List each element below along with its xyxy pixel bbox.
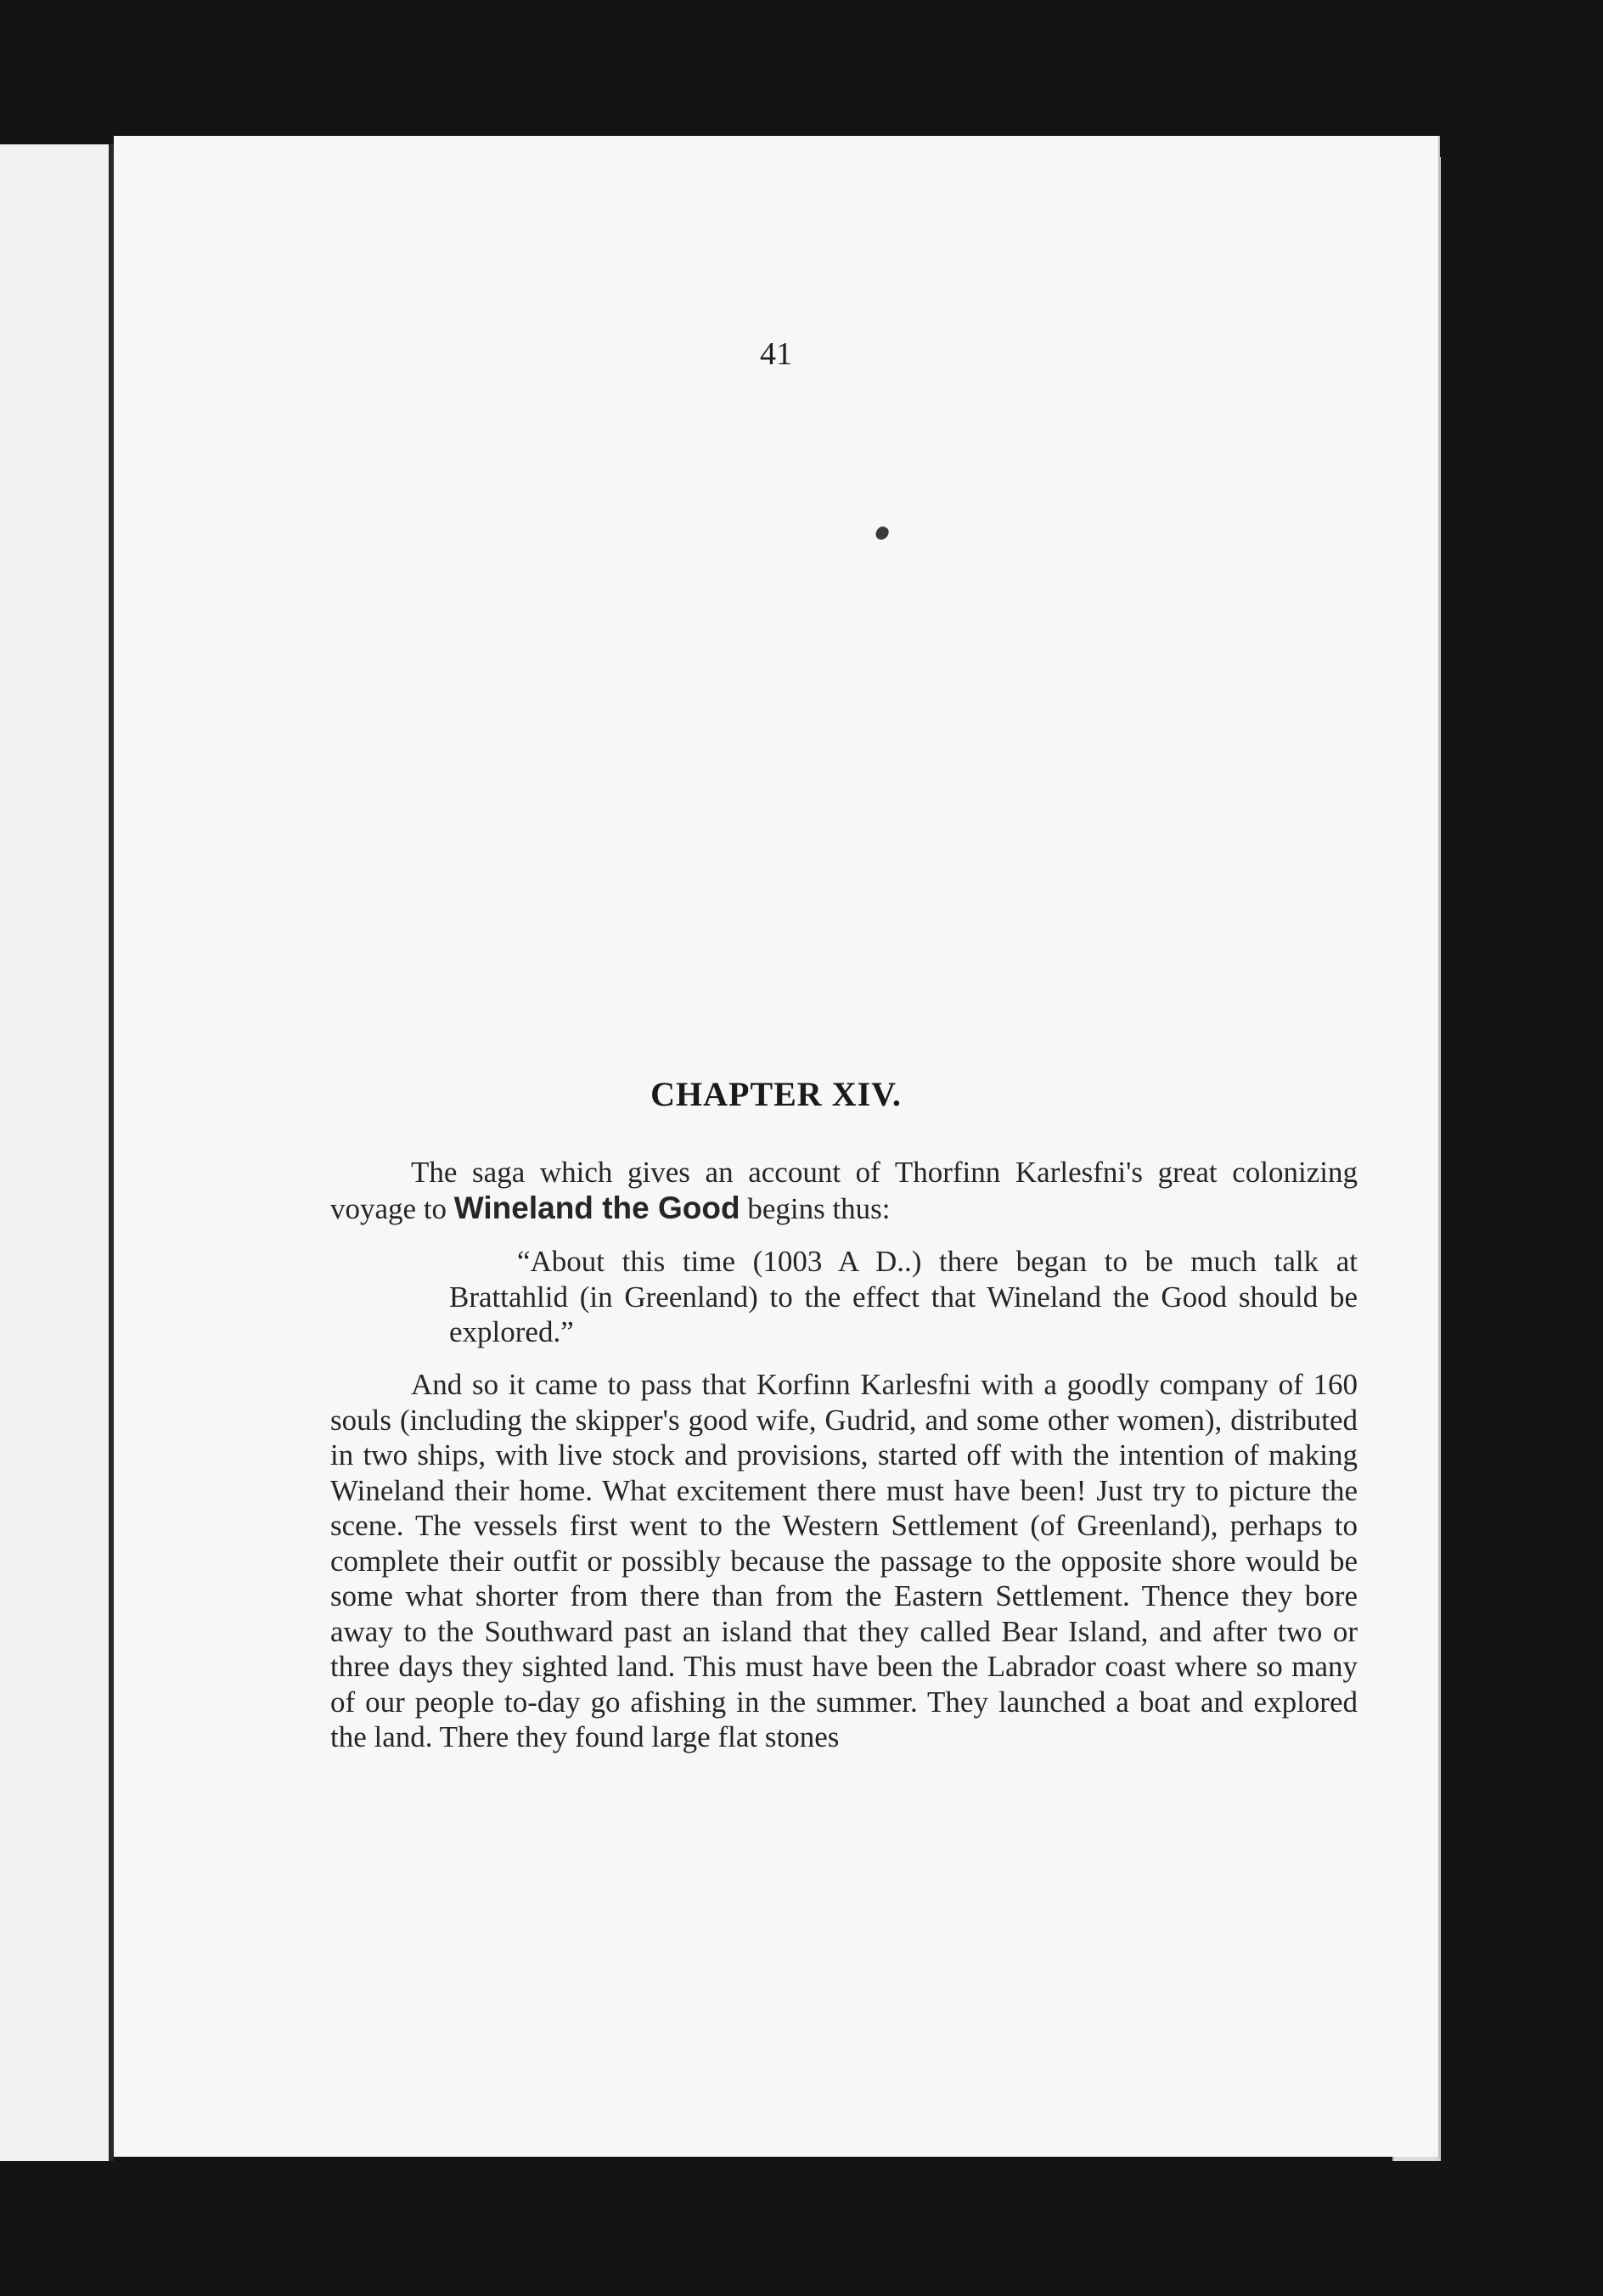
ink-spot <box>874 525 890 542</box>
book-page <box>114 136 1438 2157</box>
chapter-title: CHAPTER XIV. <box>650 1075 902 1113</box>
paragraph-text: The saga which gives an account of Thorfinn Karlesfni's great colonizing voyage to <box>330 1156 1358 1225</box>
facing-page <box>0 144 114 2161</box>
emphasized-phrase: Wineland the Good <box>453 1190 740 1225</box>
block-quote: “About this time (1003 A D..) there began to be much talk at Brattahlid (in Greenland) to the effect that Wineland the Good should be explored.” <box>449 1245 1358 1348</box>
paragraph-text: begins thus: <box>740 1191 891 1225</box>
opening-paragraph <box>330 1155 1358 1226</box>
page-number: 41 <box>760 336 792 372</box>
body-paragraph: And so it came to pass that Korfinn Karlesfni with a goodly company of 160 souls (including the skipper's good wife, Gudrid, and some other women), distributed in two ships, with live stock and provisions, started off with the intention of making Wineland their home. What excitement there must have been! Just try to picture the scene. The vessels first went to the Western Settlement (of Greenland), perhaps to complete their outfit or possibly because the passage to the opposite shore would be some what shorter from there than from the Eastern Settlement. Thence they bore away to the Southward past an island that they called Bear Island, and after two or three days they sighted land. This must have been the Labrador coast where so many of our people to-day go afishing in the summer. They launched a boat and explored the land. There they found large flat stones <box>330 1368 1358 1753</box>
